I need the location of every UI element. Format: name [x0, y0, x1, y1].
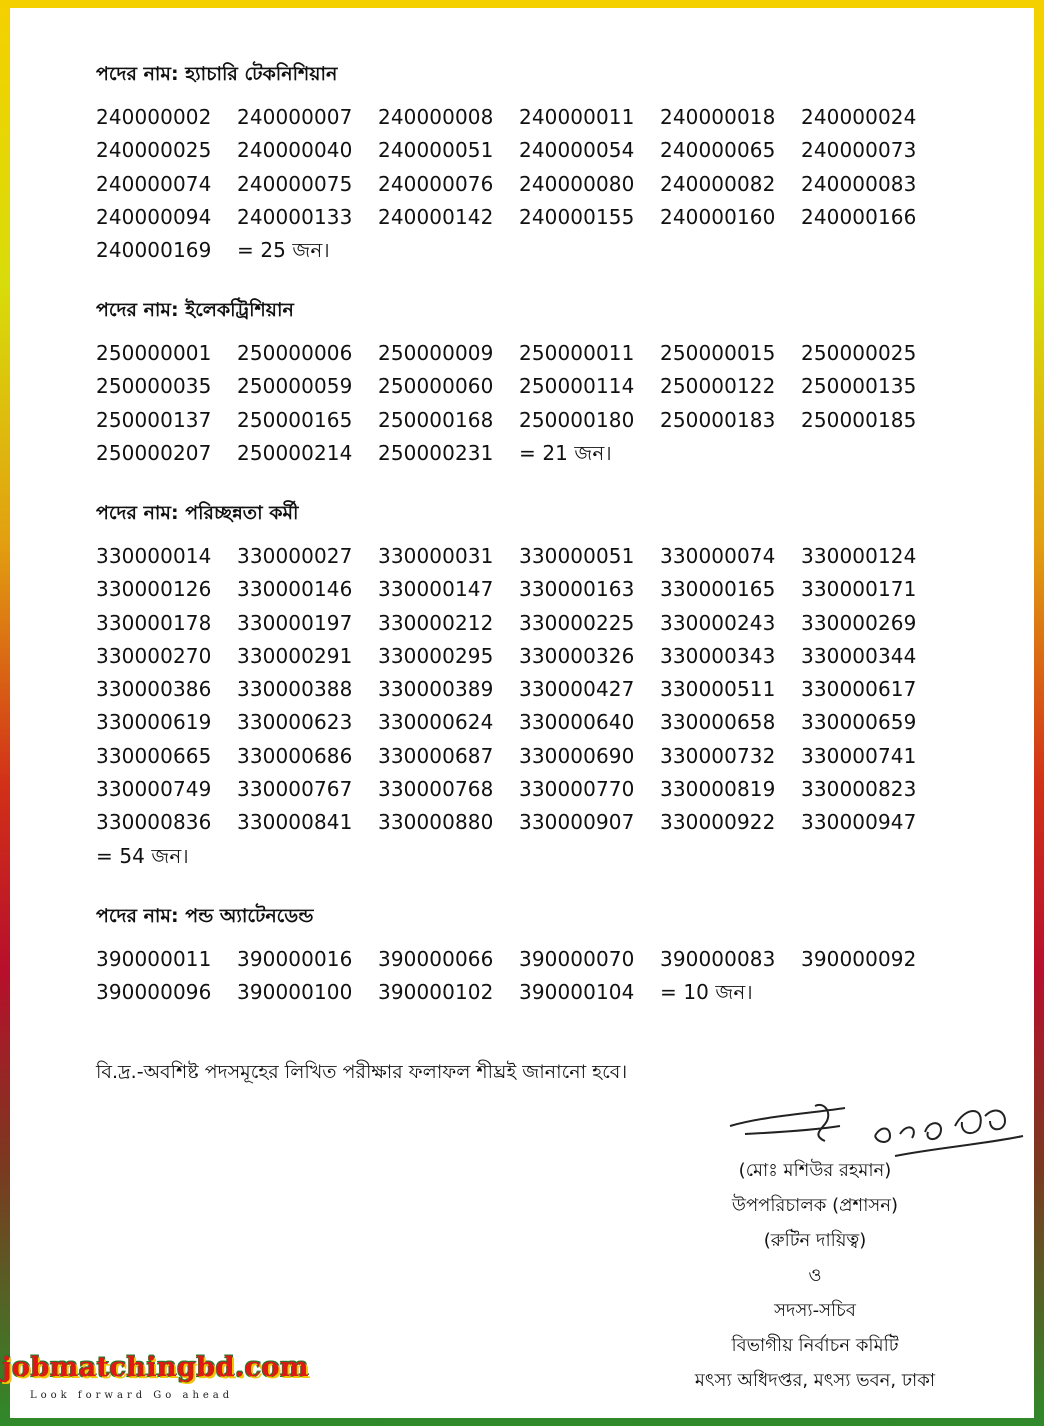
section-title-pond-attendant: পদের নাম: পন্ড অ্যাটেনডেন্ড [96, 905, 314, 927]
candidate-roll-number: 390000066 [378, 947, 494, 971]
candidate-roll-number: 330000124 [801, 544, 917, 568]
candidate-roll-number: 240000065 [660, 138, 776, 163]
candidate-roll-number: 330000880 [378, 810, 494, 835]
watermark-tagline: Look forward Go ahead [30, 1390, 234, 1401]
candidate-roll-number: 330000749 [96, 777, 212, 802]
candidate-roll-number: 250000180 [519, 407, 635, 432]
candidate-roll-number: 240000040 [237, 138, 353, 163]
candidate-roll-number: 330000212 [378, 610, 494, 635]
candidate-roll-number: 240000007 [237, 105, 353, 129]
candidate-roll-number: 240000024 [801, 105, 917, 129]
signatory-member: সদস্য-সচিব [774, 1300, 856, 1321]
section-title-hatchery: পদের নাম: হ্যাচারি টেকনিশিয়ান [96, 63, 338, 85]
candidate-roll-number: 250000114 [519, 374, 635, 399]
candidate-roll-number: 240000002 [96, 105, 212, 129]
candidate-roll-number: 240000160 [660, 204, 776, 229]
candidate-roll-number: 330000027 [237, 544, 353, 568]
candidate-roll-number: 240000169 [96, 238, 212, 263]
candidate-roll-number: 250000214 [237, 440, 353, 465]
candidate-roll-number: 330000427 [519, 677, 635, 702]
signature-block [650, 1153, 980, 1398]
candidate-roll-number: 330000819 [660, 777, 776, 802]
section-total: = 25 জন। [237, 238, 330, 263]
candidate-roll-number: 330000617 [801, 677, 917, 702]
candidate-roll-number: 330000146 [237, 577, 353, 602]
candidate-roll-number: 330000770 [519, 777, 635, 802]
candidate-roll-number: 330000269 [801, 610, 917, 635]
id-grid-electrician [96, 337, 942, 470]
candidate-roll-number: 330000841 [237, 810, 353, 835]
candidate-roll-number: 330000074 [660, 544, 776, 568]
candidate-roll-number: 250000059 [237, 374, 353, 399]
candidate-roll-number: 330000922 [660, 810, 776, 835]
candidate-roll-number: 330000907 [519, 810, 635, 835]
candidate-roll-number: 330000732 [660, 743, 776, 768]
candidate-roll-number: 330000619 [96, 710, 212, 735]
candidate-roll-number: 330000640 [519, 710, 635, 735]
candidate-roll-number: 240000083 [801, 171, 917, 196]
signatory-name: (মোঃ মশিউর রহমান) [738, 1160, 892, 1181]
candidate-roll-number: 330000658 [660, 710, 776, 735]
candidate-roll-number: 330000163 [519, 577, 635, 602]
signatory-committee: বিভাগীয় নির্বাচন কমিটি [731, 1335, 899, 1356]
signatory-role: (রুটিন দায়িত্ব) [763, 1230, 867, 1251]
candidate-roll-number: 250000015 [660, 341, 776, 365]
candidate-roll-number: 250000135 [801, 374, 917, 399]
section-total: = 21 জন। [519, 440, 612, 465]
watermark-logo: jobmatchingbd.com [2, 1352, 310, 1383]
candidate-roll-number: 330000388 [237, 677, 353, 702]
candidate-roll-number: 330000687 [378, 743, 494, 768]
section-title-electrician: পদের নাম: ইলেকট্রিশিয়ান [96, 299, 294, 321]
candidate-roll-number: 390000070 [519, 947, 635, 971]
candidate-roll-number: 390000100 [237, 980, 353, 1005]
candidate-roll-number: 390000016 [237, 947, 353, 971]
candidate-roll-number: 330000295 [378, 643, 494, 668]
candidate-roll-number: 250000137 [96, 407, 212, 432]
candidate-roll-number: 330000165 [660, 577, 776, 602]
candidate-roll-number: 240000011 [519, 105, 635, 129]
candidate-roll-number: 240000082 [660, 171, 776, 196]
candidate-roll-number: 390000096 [96, 980, 212, 1005]
section-title-cleaner: পদের নাম: পরিচ্ছন্নতা কর্মী [96, 502, 299, 524]
id-grid-pond-attendant [96, 943, 942, 1010]
candidate-roll-number: 330000947 [801, 810, 917, 835]
candidate-roll-number: 240000008 [378, 105, 494, 129]
id-grid-hatchery [96, 101, 942, 267]
candidate-roll-number: 390000104 [519, 980, 635, 1005]
candidate-roll-number: 330000343 [660, 643, 776, 668]
section-total: = 54 জন। [96, 843, 189, 868]
candidate-roll-number: 250000011 [519, 341, 635, 365]
candidate-roll-number: 240000018 [660, 105, 776, 129]
candidate-roll-number: 240000025 [96, 138, 212, 163]
candidate-roll-number: 250000025 [801, 341, 917, 365]
candidate-roll-number: 250000122 [660, 374, 776, 399]
candidate-roll-number: 330000665 [96, 743, 212, 768]
candidate-roll-number: 330000389 [378, 677, 494, 702]
candidate-roll-number: 330000270 [96, 643, 212, 668]
candidate-roll-number: 330000031 [378, 544, 494, 568]
candidate-roll-number: 330000291 [237, 643, 353, 668]
candidate-roll-number: 330000624 [378, 710, 494, 735]
candidate-roll-number: 240000076 [378, 171, 494, 196]
candidate-roll-number: 240000133 [237, 204, 353, 229]
footnote: বি.দ্র.-অবশিষ্ট পদসমূহের লিখিত পরীক্ষার ফলাফল শীঘ্রই জানানো হবে। [96, 1061, 628, 1083]
candidate-roll-number: 240000054 [519, 138, 635, 163]
document-page [10, 8, 1034, 1418]
candidate-roll-number: 330000344 [801, 643, 917, 668]
signatory-designation: উপপরিচালক (প্রশাসন) [731, 1195, 899, 1216]
candidate-roll-number: 240000094 [96, 204, 212, 229]
candidate-roll-number: 390000083 [660, 947, 776, 971]
candidate-roll-number: 250000009 [378, 341, 494, 365]
candidate-roll-number: 240000166 [801, 204, 917, 229]
candidate-roll-number: 250000185 [801, 407, 917, 432]
candidate-roll-number: 330000243 [660, 610, 776, 635]
id-grid-cleaner [96, 540, 942, 873]
candidate-roll-number: 250000001 [96, 341, 212, 365]
candidate-roll-number: 330000225 [519, 610, 635, 635]
signatory-conjunction: ও [808, 1265, 822, 1286]
candidate-roll-number: 330000768 [378, 777, 494, 802]
candidate-roll-number: 330000197 [237, 610, 353, 635]
candidate-roll-number: 240000080 [519, 171, 635, 196]
signatory-office: মৎস্য অধিদপ্তর, মৎস্য ভবন, ঢাকা [694, 1370, 936, 1391]
candidate-roll-number: 240000155 [519, 204, 635, 229]
candidate-roll-number: 330000051 [519, 544, 635, 568]
candidate-roll-number: 250000060 [378, 374, 494, 399]
candidate-roll-number: 250000207 [96, 440, 212, 465]
section-total: = 10 জন। [660, 980, 753, 1005]
candidate-roll-number: 330000147 [378, 577, 494, 602]
candidate-roll-number: 330000686 [237, 743, 353, 768]
candidate-roll-number: 330000836 [96, 810, 212, 835]
candidate-roll-number: 390000102 [378, 980, 494, 1005]
candidate-roll-number: 330000767 [237, 777, 353, 802]
candidate-roll-number: 330000386 [96, 677, 212, 702]
candidate-roll-number: 240000074 [96, 171, 212, 196]
candidate-roll-number: 330000741 [801, 743, 917, 768]
candidate-roll-number: 390000011 [96, 947, 212, 971]
candidate-roll-number: 330000171 [801, 577, 917, 602]
candidate-roll-number: 330000623 [237, 710, 353, 735]
candidate-roll-number: 250000035 [96, 374, 212, 399]
candidate-roll-number: 250000168 [378, 407, 494, 432]
candidate-roll-number: 330000126 [96, 577, 212, 602]
candidate-roll-number: 330000823 [801, 777, 917, 802]
candidate-roll-number: 330000659 [801, 710, 917, 735]
candidate-roll-number: 390000092 [801, 947, 917, 971]
candidate-roll-number: 250000165 [237, 407, 353, 432]
candidate-roll-number: 240000142 [378, 204, 494, 229]
candidate-roll-number: 250000006 [237, 341, 353, 365]
candidate-roll-number: 330000326 [519, 643, 635, 668]
candidate-roll-number: 240000051 [378, 138, 494, 163]
candidate-roll-number: 330000511 [660, 677, 776, 702]
candidate-roll-number: 330000178 [96, 610, 212, 635]
candidate-roll-number: 330000014 [96, 544, 212, 568]
candidate-roll-number: 240000075 [237, 171, 353, 196]
candidate-roll-number: 330000690 [519, 743, 635, 768]
candidate-roll-number: 240000073 [801, 138, 917, 163]
candidate-roll-number: 250000183 [660, 407, 776, 432]
candidate-roll-number: 250000231 [378, 440, 494, 465]
